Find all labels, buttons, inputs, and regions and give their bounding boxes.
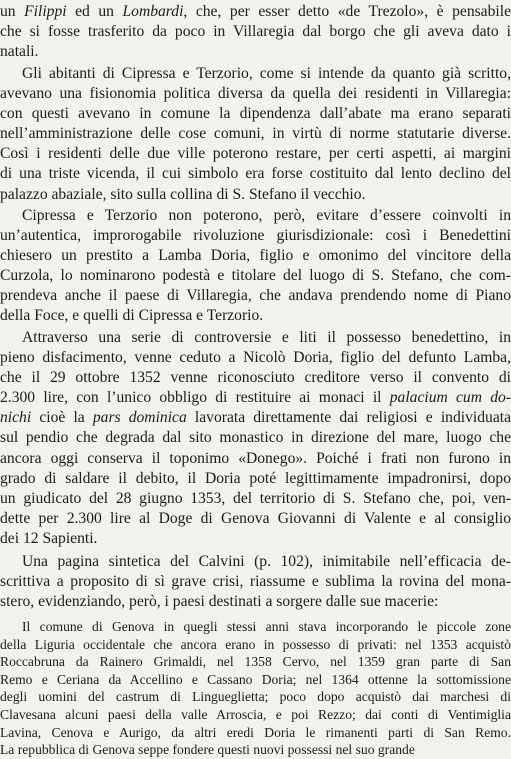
text-line <box>0 164 511 184</box>
text-line <box>0 724 511 742</box>
text-line <box>0 104 511 124</box>
text-line <box>0 306 511 326</box>
text-run: ed un <box>66 3 123 20</box>
text-line <box>0 22 511 42</box>
text-run: Una pagina sintetica del Calvini (p. 102), inimitabile nell’efficacia de- <box>22 553 511 570</box>
text-line <box>0 529 511 549</box>
text-line <box>0 592 511 612</box>
text-line <box>0 328 511 348</box>
text-run: un <box>0 3 25 20</box>
text-line <box>0 671 511 689</box>
text-run: dei 12 Sapienti. <box>0 529 98 547</box>
text-run: chiesero un prestito a Lamba Doria, figlio e omonimo del vincitore della <box>0 247 511 265</box>
text-line <box>0 388 511 408</box>
text-run: Roccabruna da Rainero Grimaldi, nel 1358 Cervo, nel 1359 gran parte di San <box>0 654 511 670</box>
text-run: dette per 2.300 lire al Doge di Genova Giovanni di Valente e al consiglio <box>0 509 511 527</box>
text-run: con questi avevano in comune la dipendenza dall’abate ma erano separati <box>0 105 511 123</box>
text-run: palazzo abaziale, sito sulla collina di S. Stefano il vecchio. <box>0 185 366 203</box>
text-line <box>0 348 511 368</box>
text-line <box>0 226 511 246</box>
text-run: Curzola, lo nominarono podestà e titolare del luogo di S. Stefano, che com- <box>0 267 511 285</box>
text-line <box>0 706 511 724</box>
italic-term: Filippi <box>24 3 67 20</box>
text-run: stero, evidenziando, però, i paesi destinati a sorgere dalle sue macerie: <box>0 593 439 611</box>
text-run: Gli abitanti di Cipressa e Terzorio, come si intende da quanto già scritto, <box>22 65 511 82</box>
text-run: di una triste vicenda, il cui simbolo era forse costituito dal lento declino del <box>0 165 511 183</box>
text-run: che si fosse trasferito da poco in Villaregia dal borgo che gli aveva dato i <box>0 23 511 41</box>
text-line <box>0 408 511 428</box>
text-run: un’autentica, improrogabile rivoluzione giurisdizionale: così i Benedettini <box>0 227 511 245</box>
text-run: Il comune di Genova in quegli stessi anni stava incorporando le piccole zone <box>22 619 511 634</box>
text-line <box>0 469 511 489</box>
text-run: Lavina, Cenova e Aurigo, da altri eredi Doria le rimanenti parti di San Remo. <box>0 724 511 740</box>
text-run: cioè la <box>31 409 93 427</box>
text-line <box>0 185 511 205</box>
italic-term: palacium cum do- <box>389 389 511 407</box>
text-line <box>0 286 511 306</box>
italic-term: Lombardi <box>122 3 184 20</box>
text-run: pieno disfacimento, venne ceduto a Nicolò Doria, figlio del defunto Lamba, <box>0 349 511 367</box>
text-run: degli uomini del castrum di Linguegliettа; poco dopo acquistò dai marchesi di <box>0 689 511 705</box>
paragraph-nicolo-doria <box>0 328 511 549</box>
text-line <box>0 509 511 529</box>
text-line <box>0 688 511 706</box>
text-line <box>0 124 511 144</box>
text-run: grado di saldare il debito, il Doria poté legittimamente impadronirsi, dopo <box>0 469 511 487</box>
text-line <box>0 489 511 509</box>
text-run: che il 29 ottobre 1352 venne riconosciuto creditore verso il convento di <box>0 369 511 387</box>
text-line <box>0 2 511 22</box>
paragraph-cipressa-terzorio <box>0 64 511 205</box>
text-line <box>0 636 511 654</box>
text-line <box>0 64 511 84</box>
text-line <box>0 246 511 266</box>
block-quote-genova <box>0 618 511 759</box>
text-run: Cipressa e Terzorio non poterono, però, evitare d’essere coinvolti in <box>22 207 511 224</box>
paragraph-calvini <box>0 552 511 612</box>
text-run: della Liguria occidentale che ancora erano in possesso di privati: nel 1353 acquistò <box>0 636 511 652</box>
text-run: Attraverso una serie di controversie e liti il possesso benedettino, in <box>22 329 511 346</box>
italic-term: pars dominica <box>92 409 187 427</box>
text-line <box>0 552 511 572</box>
text-run: avevano una fisionomia politica diversa da quella dei residenti in Villaregia: <box>0 85 511 103</box>
text-run: lavorata direttamente dai religiosi e individuata <box>186 409 511 427</box>
text-run: scrittiva a proposito di sì grave crisi, riassume e sublima la rovina del mona- <box>0 573 511 591</box>
text-line <box>0 206 511 226</box>
text-run: , che, per esser detto «de Trezolo», è pensabile <box>183 3 511 20</box>
text-line <box>0 572 511 592</box>
text-line <box>0 618 511 636</box>
text-run: nell’amministrazione delle cose comuni, in virtù di norme statutarie diverse. <box>0 125 511 143</box>
text-run: Così i residenti delle due ville poterono restare, per certi aspetti, ai margini <box>0 145 511 163</box>
text-line <box>0 42 511 62</box>
text-run: un giudicato del 28 giugno 1353, del territorio di S. Stefano che, poi, ven- <box>0 489 511 507</box>
text-run: della Foce, e quelli di Cipressa e Terzorio. <box>0 307 264 325</box>
text-run: La repubblica di Genova seppe fondere questi nuovi possessi nel suo grande <box>0 742 415 758</box>
italic-term: nichi <box>0 409 32 427</box>
text-run: natali. <box>0 43 39 61</box>
text-run: sul pendio che degrada dal sito monastico in direzione del mare, luogo che <box>0 429 511 447</box>
text-run: Clavesana alcuni paesi della valle Arroscia, e poi Rezzo; dai conti di Ventimiglia <box>0 706 511 722</box>
text-line <box>0 144 511 164</box>
text-line <box>0 428 511 448</box>
text-run: ancora oggi conserva il toponimo «Donego». Poiché i frati non furono in <box>0 449 511 467</box>
text-line <box>0 741 511 759</box>
paragraph-jurisdictional-revolution <box>0 206 511 327</box>
text-line <box>0 449 511 469</box>
text-line <box>0 368 511 388</box>
text-run: prendeva anche il paese di Villaregia, che andava prendendo nome di Piano <box>0 287 511 305</box>
text-run: 2.300 lire, con l’unico obbligo di restituire ai monaci il <box>0 389 390 407</box>
paragraph-opening-fragment <box>0 2 511 62</box>
text-line <box>0 84 511 104</box>
text-run: Remo e Ceriana da Accellino e Cassano Doria; nel 1364 ottenne la sottomissione <box>0 671 511 687</box>
text-line <box>0 653 511 671</box>
text-line <box>0 266 511 286</box>
